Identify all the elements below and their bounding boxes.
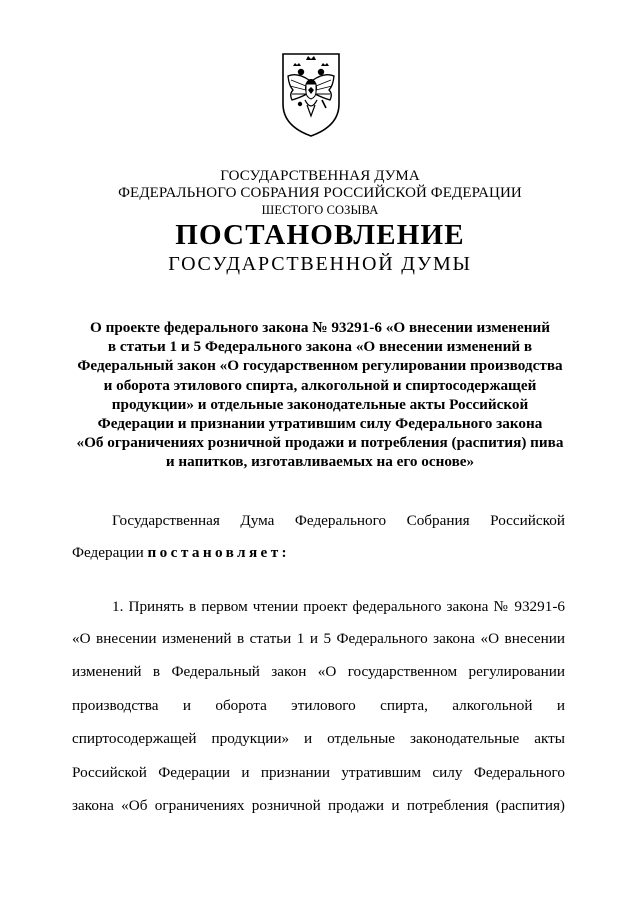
preamble-federation: Федерации [72,544,144,561]
subject-line: О проекте федерального закона № 93291-6 «О внесении изменений [89,319,551,336]
item-line: производства и оборота этилового спирта, алкогольной и [72,697,565,714]
preamble-decree [72,544,565,562]
russian-coat-of-arms-icon [279,50,343,138]
decree-word: постановляет: [147,544,291,561]
subject-line: и оборота этилового спирта, алкогольной и спиртосодержащей [103,376,537,394]
item-line: «О внесении изменений в статьи 1 и 5 Федерального закона «О внесении [72,630,565,647]
subject-line: Федерации и признании утратившим силу Федерального закона [97,415,543,433]
item-line: закона «Об ограничениях розничной продажи и потребления (распития) [72,797,565,814]
document-title: ПОСТАНОВЛЕНИЕ [175,219,465,251]
item-line: 1. Принять в первом чтении проект федерального закона № 93291-6 [112,598,565,615]
header-line-assembly: ФЕДЕРАЛЬНОГО СОБРАНИЯ РОССИЙСКОЙ ФЕДЕРАЦИИ [118,185,522,201]
header-line-convocation: ШЕСТОГО СОЗЫВА [261,203,379,217]
subject-line: Федеральный закон «О государственном регулировании производства [77,357,563,375]
item-line: Российской Федерации и признании утратившим силу Федерального [72,764,565,781]
subject-line: в статьи 1 и 5 Федерального закона «О внесении изменений в [107,338,533,356]
subject-line: «Об ограничениях розничной продажи и потребления (распития) пива [76,434,564,452]
document-subtitle: ГОСУДАРСТВЕННОЙ ДУМЫ [168,253,472,275]
item-line: спиртосодержащей продукции» и отдельные законодательные акты [72,730,565,747]
header-line-duma: ГОСУДАРСТВЕННАЯ ДУМА [220,168,420,184]
item-line: изменений в Федеральный закон «О государственном регулировании [72,663,565,680]
subject-line: продукции» и отдельные законодательные акты Российской [111,395,529,413]
preamble-line: Государственная Дума Федерального Собрания Российской [112,512,565,529]
subject-line: и напитков, изготавливаемых на его основе» [165,453,475,471]
resolution-subject [72,318,568,472]
